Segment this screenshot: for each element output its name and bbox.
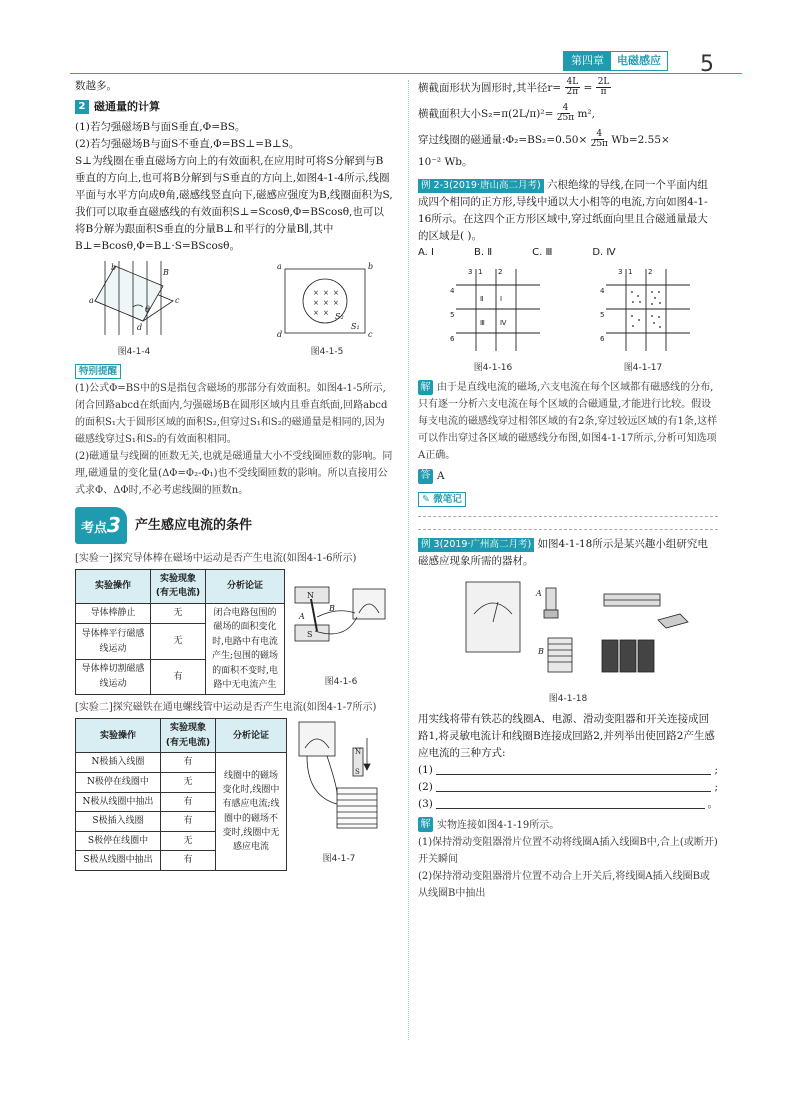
fig4-label-b: b xyxy=(111,262,117,272)
fig6-label-N: N xyxy=(307,590,314,600)
exp2-cell-phen: 有 xyxy=(161,851,216,871)
table-row xyxy=(76,603,285,623)
fig5-label-b: b xyxy=(368,261,374,271)
svg-text:×: × xyxy=(323,298,329,307)
figure-4-1-4-drawing xyxy=(75,261,193,339)
tip-block xyxy=(75,363,393,499)
area-text: 横截面积大小S₂=π(2L/π)²= xyxy=(418,107,554,120)
fig5-label-s2: S₂ xyxy=(335,311,344,321)
exp2-cell-op: S极从线圈中抽出 xyxy=(76,851,161,871)
svg-text:×: × xyxy=(313,308,319,317)
frac-num: 4L xyxy=(566,77,579,87)
frac-r3 xyxy=(591,130,608,150)
solution-text: 由于是直线电流的磁场,六支电流在每个区域都有磁感线的分布,只有逐一分析六支电流在每个区域的合磁通量,才能进行比较。假设每支电流的磁感线穿过相邻区域的有2条,穿过较远区域的有1条,这样可以作出穿过各区域的磁感线分布图,如图4-1-17所示,分析可知选项A正确。 xyxy=(418,382,718,462)
fig16-label-3: 3 xyxy=(468,267,473,276)
blank-end: 。 xyxy=(707,797,718,810)
note-line xyxy=(418,516,718,517)
exp2-cell-phen: 无 xyxy=(161,773,216,793)
svg-text:×: × xyxy=(313,288,319,297)
exp1-cell-phen: 无 xyxy=(151,603,206,623)
figure-4-1-16-drawing xyxy=(440,265,546,355)
exp1-table xyxy=(75,569,285,696)
fig16-label-2: 2 xyxy=(498,267,503,276)
caption-4-1-17: 图4-1-17 xyxy=(623,362,663,373)
blank-label: (3) xyxy=(418,797,433,810)
example-3 xyxy=(418,536,718,570)
kaodian-title: 产生感应电流的条件 xyxy=(134,518,252,534)
svg-text:×: × xyxy=(333,298,339,307)
exp2-cell-op: S极插入线圈 xyxy=(76,812,161,832)
solution-icon: 解 xyxy=(418,380,433,395)
tip-2: (2)磁通量与线圈的匝数无关,也就是磁通量大小不受线圈匝数的影响。同理,磁通量的变化量(ΔΦ=Φ₂-Φ₁)也不受线圈匝数的影响。所以直接用公式求Φ、ΔΦ时,不必考虑线圈的匝数n。 xyxy=(75,451,393,497)
fig16-label-5: 5 xyxy=(450,310,455,319)
figure-4-1-17 xyxy=(590,265,696,376)
solution-text: 实物连接如图4-1-19所示。 xyxy=(437,819,560,831)
fig4-label-d: d xyxy=(137,322,143,332)
answer-text: A xyxy=(437,470,445,483)
fig16-label-I: Ⅰ xyxy=(500,294,503,303)
exp2-cell-op: N极插入线圈 xyxy=(76,753,161,773)
flux-tail: Wb=2.55× xyxy=(611,133,670,146)
fig4-label-a: a xyxy=(89,295,94,305)
exp2-title: [实验二]探究磁铁在通电螺线管中运动是否产生电流(如图4-1-7所示) xyxy=(75,702,377,714)
fig17-label-4: 4 xyxy=(600,286,605,295)
exp2-cell-phen: 有 xyxy=(161,812,216,832)
fig5-label-a: a xyxy=(277,261,282,271)
area-unit: m², xyxy=(577,107,595,120)
frac-r2 xyxy=(557,104,574,124)
exp1-th-phen: 实验现象(有无电流) xyxy=(151,569,206,603)
caption-4-1-7: 图4-1-7 xyxy=(322,854,356,865)
solution-2 xyxy=(418,817,718,834)
frac-r1 xyxy=(565,78,581,98)
figure-4-1-16 xyxy=(440,265,546,376)
svg-text:×: × xyxy=(313,298,319,307)
exp2-cell-phen: 无 xyxy=(161,831,216,851)
caption-4-1-16: 图4-1-16 xyxy=(473,362,513,373)
example-tag xyxy=(418,538,534,552)
frac-num: 2L xyxy=(597,77,610,87)
fig16-label-II: Ⅱ xyxy=(480,294,484,303)
example-tag xyxy=(418,179,544,193)
fig6-label-B: B xyxy=(329,603,335,613)
solution-1 xyxy=(418,379,718,464)
fig5-label-c: c xyxy=(368,329,373,339)
flux-result: 10⁻² Wb。 xyxy=(418,155,473,168)
blank-line[interactable] xyxy=(436,779,712,792)
para-3: S⊥为线圈在垂直磁场方向上的有效面积,在应用时可将S分解到与B垂直的方向上,也可将B分解到与S垂直的方向上,如图4-1-4所示,线圈平面与水平方向成θ角,磁感线竖直向下,磁感应强度为B,线圈面积为S,我们可以取垂直磁感线的有效面积S⊥=Scosθ,Φ=BScosθ,也可以将B分解为跟面积S垂直的分量B⊥和平行的分量B∥,其中B⊥=Bcosθ,Φ=B⊥·S=BScosθ。 xyxy=(75,154,393,252)
tip-tag: 特别提醒 xyxy=(75,364,121,379)
page-number: 5 xyxy=(700,52,714,77)
exp1-cell-phen: 无 xyxy=(151,624,206,659)
notes-title: 微笔记 xyxy=(433,494,462,506)
fig7-label-N: N xyxy=(355,748,362,757)
example-text: 如图4-1-18所示是某兴趣小组研究电磁感应现象所需的器材。 xyxy=(418,538,708,568)
fig17-label-3: 3 xyxy=(618,267,623,276)
radius-text: 横截面形状为圆形时,其半径r= xyxy=(418,81,562,94)
frac-r1b xyxy=(596,78,612,98)
exp1-block xyxy=(75,569,393,696)
example-source: 3(2019·广州高二月考) xyxy=(433,539,532,551)
right-column xyxy=(418,78,718,902)
para-1: (1)若匀强磁场B与面S垂直,Φ=BS。 xyxy=(75,120,246,133)
exp1-title: [实验一]探究导体棒在磁场中运动是否产生电流(如图4-1-6所示) xyxy=(75,552,357,564)
exp2-table xyxy=(75,718,287,871)
option-b: B. Ⅱ xyxy=(473,246,493,258)
option-c: C. Ⅲ xyxy=(532,246,553,258)
exp2-header-row xyxy=(76,719,287,753)
blank-end: ; xyxy=(714,780,718,793)
chapter-header xyxy=(563,51,668,71)
exp2-cell-op: N极从线圈中抽出 xyxy=(76,792,161,812)
exp2-th-phen: 实验现象(有无电流) xyxy=(161,719,216,753)
example-text: 六根绝缘的导线,在同一个平面内组成四个相同的正方形,导线中通以大小相等的电流,方向如图4-1-16所示。在这四个正方形区域中,穿过纸面向里且合磁通量最大的区域是( )。 xyxy=(418,178,708,242)
fig17-label-6: 6 xyxy=(600,334,605,343)
example-2-3 xyxy=(418,177,718,245)
blank-label: (1) xyxy=(418,763,433,776)
figure-4-1-5-drawing xyxy=(275,261,379,339)
figure-4-1-5 xyxy=(275,261,379,360)
answer-1 xyxy=(418,468,718,485)
exp1-cell-phen: 有 xyxy=(151,659,206,695)
fig6-label-A: A xyxy=(299,611,305,621)
kaodian-label: 考点 xyxy=(81,521,108,537)
svg-text:×: × xyxy=(333,288,339,297)
kaodian-badge xyxy=(75,507,127,543)
fig4-label-B: B xyxy=(163,267,169,277)
figure-4-1-7 xyxy=(293,718,385,871)
options-row xyxy=(418,245,718,261)
fig7-label-S: S xyxy=(355,768,360,777)
fig18-label-B: B xyxy=(538,647,544,657)
frac-den: π xyxy=(600,87,607,98)
table-row xyxy=(76,753,287,773)
frac-den: 25π xyxy=(590,139,608,150)
exp2-th-anal: 分析论证 xyxy=(216,719,287,753)
exp1-th-anal: 分析论证 xyxy=(206,569,285,603)
blank-label: (2) xyxy=(418,780,433,793)
figure-4-1-4 xyxy=(75,261,193,360)
left-column xyxy=(75,78,393,871)
exp1-cell-analysis: 闭合电路包围的磁场的面积变化时,电路中有电流产生;包围的磁场的面积不变时,电路中无电流产生 xyxy=(206,603,285,694)
section-title: 磁通量的计算 xyxy=(94,100,160,113)
figure-4-1-6 xyxy=(291,569,391,696)
fig17-label-5: 5 xyxy=(600,310,605,319)
fig17-label-1: 1 xyxy=(628,267,633,276)
frac-num: 4 xyxy=(562,102,569,113)
fig18-label-A: A xyxy=(536,589,542,599)
answer-blank-3[interactable] xyxy=(418,796,718,813)
figure-4-1-6-drawing xyxy=(291,569,391,669)
caption-4-1-18: 图4-1-18 xyxy=(548,694,588,705)
solution-icon: 解 xyxy=(418,817,433,832)
fig16-label-1: 1 xyxy=(478,267,483,276)
fig16-label-4: 4 xyxy=(450,286,455,295)
answer-point-1: (1)保持滑动变阻器滑片位置不动将线圈A插入线圈B中,合上(或断开)开关瞬间 xyxy=(418,836,718,865)
radius-line: 横截面形状为圆形时,其半径r= $\frac{4L}{2\pi}$ = $\frac{2L}{\pi}$ xyxy=(418,77,610,98)
svg-text:×: × xyxy=(323,308,329,317)
figure-row-1 xyxy=(75,261,393,360)
fig16-label-III: Ⅲ xyxy=(480,318,485,327)
intro-tail: 数越多。 xyxy=(75,80,117,92)
chapter-title: 电磁感应 xyxy=(611,52,667,70)
chapter-label: 第四章 xyxy=(564,52,611,70)
exp1-cell-op: 导体棒切割磁感线运动 xyxy=(76,659,151,695)
example-3-body: 用实线将带有铁芯的线圈A、电源、滑动变阻器和开关连接成回路1,将灵敏电流计和线圈B连接成回路2,并列举出使回路2产生感应电流的三种方式: xyxy=(418,712,715,759)
note-line xyxy=(418,529,718,530)
answer-point-2: (2)保持滑动变阻器滑片位置不动合上开关后,将线圈A插入线圈B或从线圈B中抽出 xyxy=(418,870,710,899)
kaodian-3-heading xyxy=(75,507,393,543)
fig6-label-S: S xyxy=(307,629,313,639)
blank-line[interactable] xyxy=(436,762,712,775)
kaodian-number: 3 xyxy=(107,513,121,538)
frac-den: 25π xyxy=(556,113,575,124)
figure-4-1-17-drawing xyxy=(590,265,696,355)
example-label: 例 xyxy=(421,179,431,191)
exp2-cell-phen: 有 xyxy=(161,753,216,773)
fig16-label-IV: Ⅳ xyxy=(500,318,507,327)
section-number: 2 xyxy=(75,100,89,114)
blank-end: ; xyxy=(714,763,718,776)
frac-num: 4 xyxy=(596,128,603,139)
exp2-cell-phen: 有 xyxy=(161,792,216,812)
figure-4-1-18-drawing xyxy=(418,574,708,686)
exp2-th-op: 实验操作 xyxy=(76,719,161,753)
option-a: A. Ⅰ xyxy=(418,246,434,258)
figure-4-1-7-drawing xyxy=(293,718,385,846)
fig4-label-theta: θ xyxy=(145,304,150,314)
exp1-cell-op: 导体棒平行磁感线运动 xyxy=(76,624,151,659)
exp2-cell-op: S极停在线圈中 xyxy=(76,831,161,851)
para-2: (2)若匀强磁场B与面S不垂直,Φ=BS⊥=B⊥S。 xyxy=(75,137,300,150)
flux-line xyxy=(418,130,718,150)
area-line xyxy=(418,104,718,124)
answer-blank-2[interactable] xyxy=(418,779,718,796)
frac-den: 2π xyxy=(566,87,579,98)
exp1-header-row xyxy=(76,569,285,603)
option-d: D. Ⅳ xyxy=(592,246,616,258)
exp2-block xyxy=(75,718,393,871)
header-rule xyxy=(70,73,742,74)
fig5-label-s1: S₁ xyxy=(351,321,360,331)
answer-icon: 答 xyxy=(418,469,433,484)
caption-4-1-6: 图4-1-6 xyxy=(324,676,358,687)
notes-block xyxy=(418,491,718,530)
fig5-label-d: d xyxy=(277,329,283,339)
exp1-th-op: 实验操作 xyxy=(76,569,151,603)
example-source: 2-3(2019·唐山高二月考) xyxy=(433,179,541,191)
caption-4-1-5: 图4-1-5 xyxy=(310,346,344,357)
exp2-cell-analysis: 线圈中的磁场变化时,线圈中有感应电流;线圈中的磁场不变时,线圈中无感应电流 xyxy=(216,753,287,870)
section-2-heading xyxy=(75,98,393,116)
example-label: 例 xyxy=(421,539,431,551)
svg-text:×: × xyxy=(323,288,329,297)
blank-line[interactable] xyxy=(436,796,705,809)
figure-4-1-18 xyxy=(418,574,718,707)
fig4-label-c: c xyxy=(175,295,180,305)
fig16-label-6: 6 xyxy=(450,334,455,343)
tip-1: (1)公式Φ=BS中的S是指包含磁场的那部分有效面积。如图4-1-5所示,闭合回路abcd在纸面内,匀强磁场B在圆形区域内且垂直纸面,回路abcd的面积S₁大于圆形区域的面积S₂,但穿过S₁和S₂的磁通量是相同的,因为磁感线穿过S₁和S₂的有效面积相同。 xyxy=(75,383,388,446)
fig17-label-2: 2 xyxy=(648,267,653,276)
answer-blank-1[interactable] xyxy=(418,762,718,779)
caption-4-1-4: 图4-1-4 xyxy=(117,346,151,357)
notes-tag: ✎ 微笔记 xyxy=(418,492,466,507)
exp1-cell-op: 导体棒静止 xyxy=(76,603,151,623)
exp2-cell-op: N极停在线圈中 xyxy=(76,773,161,793)
column-divider xyxy=(408,80,409,1040)
flux-text: 穿过线圈的磁通量:Φ₂=BS₂=0.50× xyxy=(418,133,588,146)
figure-row-2 xyxy=(418,265,718,376)
